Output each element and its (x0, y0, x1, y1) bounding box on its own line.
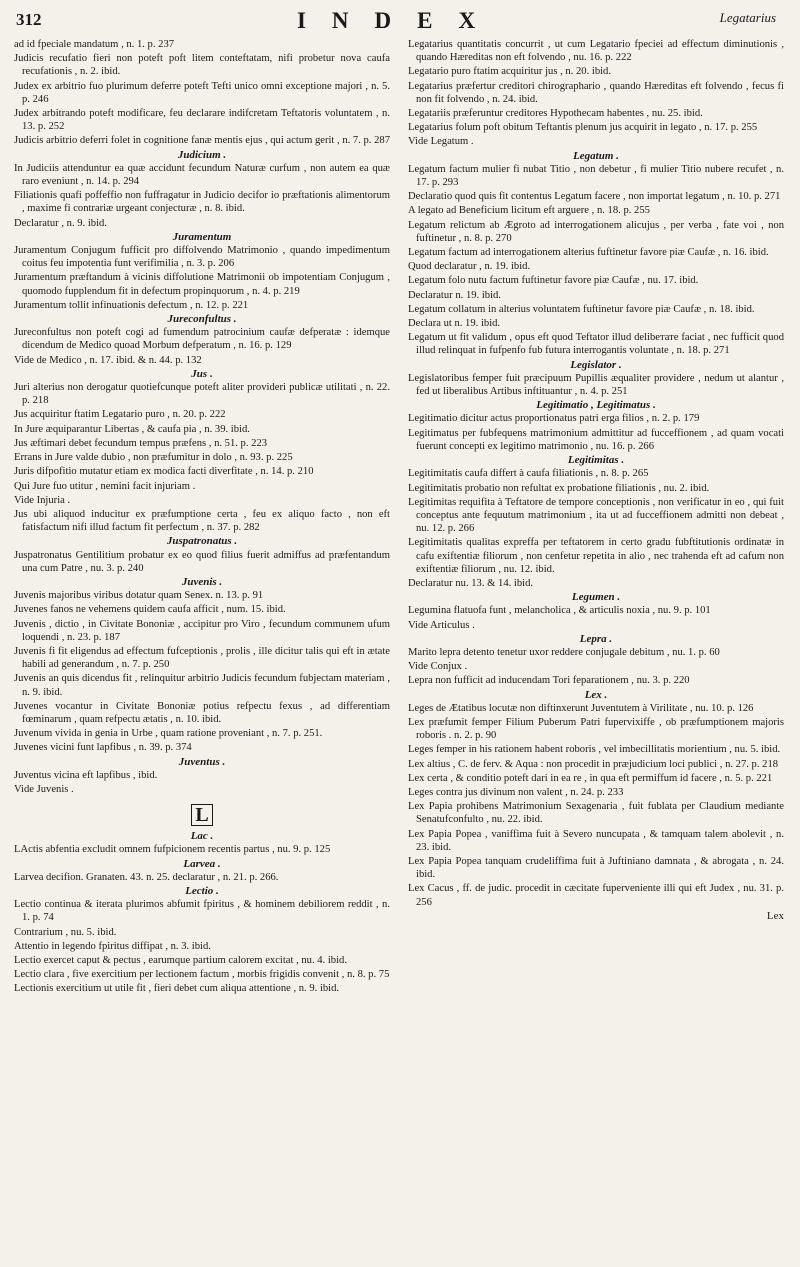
index-entry: Declara ut n. 19. ibid. (408, 318, 501, 330)
index-entry: Legatum factum ad interrogationem alterius fuftinetur favore piæ Caufæ , n. 16. ibid. (408, 247, 769, 259)
index-entry: Lex Papia Popea , vaniffima fuit à Severo nuncupata , & tamquam talem abolevit , n. 23. ibid. (408, 828, 784, 853)
running-head: INDEX (296, 8, 502, 33)
index-entry: Legatarius folum poft obitum Teftantis plenum jus acquirit in legato , n. 17. p. 255 (408, 122, 758, 134)
index-entry: Juramentum præftandum à vicinis diffolutione Matrimonii ob impotentiam Conjugum , quomodo fupplendum fit in defectum propinquorum , n. 4. p. 219 (14, 272, 390, 297)
index-entry: Leges de Ætatibus locutæ non diftinxerunt Juventutem à Virilitate , nu. 10. p. 126 (408, 702, 754, 714)
index-columns (14, 38, 784, 997)
index-entry: In Jure æquiparantur Libertas , & caufa pia , n. 39. ibid. (14, 423, 250, 435)
index-entry: Legislatoribus femper fuit præcipuum Pupillis æqualiter providere , nedum ut alantur , fed ut liberalibus Artibus inftituantur , n. 4. p. 251 (408, 372, 784, 398)
headword: Jus . (191, 367, 213, 380)
index-entry: Legatum factum mulier fi nubat Titio , non debetur , fi mulier Titio nubere recufet , n. 17. p. 293 (408, 163, 784, 189)
index-entry: Legitimitatis qualitas expreffa per teftatorem in certo gradu fubftitutionis ordinatæ in cafu exiftentiæ filiorum , non cenfetur repetita in alio , nec trahenda eft ad cafum non exiftentiæ filiorum , nu. 12. ibid. (408, 537, 784, 575)
index-entry: Legumina flatuofa funt , melancholica , & articulis noxia , nu. 9. p. 101 (408, 605, 711, 617)
index-entry: A legato ad Beneficium licitum eft arguere , n. 18. p. 255 (408, 205, 650, 217)
headword: Lex . (584, 688, 608, 701)
index-entry: Marito lepra detento tenetur uxor reddere conjugale debitum , nu. 1. p. 60 (408, 646, 720, 658)
index-entry: Errans in Jure valde dubio , non præfumitur in dolo , n. 93. p. 225 (14, 452, 293, 464)
right-column (408, 38, 784, 997)
index-entry: Juvenum vivida in genia in Urbe , quam ratione proveniant , n. 7. p. 251. (14, 728, 323, 740)
index-entry: Juvenes fanos ne vehemens quidem caufa afficit , num. 15. ibid. (14, 604, 286, 616)
index-entry: Legitimitatis probatio non refultat ex probatione filiationis , nu. 2. ibid. (408, 482, 710, 494)
index-entry: Jus æftimari debet fecundum tempus præfens , n. 51. p. 223 (14, 437, 268, 449)
index-entry: Vide Articulus . (408, 619, 475, 631)
headword: Juspatronatus . (166, 535, 238, 548)
index-entry: Lex Cacus , ff. de judic. procedit in cæcitate fuperveniente illi qui eft Judex , nu. 31. p. 256 (408, 883, 784, 908)
index-entry: Legatarius præfertur creditori chirographario , quando Hæreditas eft folvendo , fecus fi non fit folvendo , n. 24. ibid. (408, 80, 784, 105)
headword: Larvea . (183, 857, 221, 870)
index-entry: Judicis recufatio fieri non poteft poft litem conteftatam, nifi probetur nova caufa recufationis , n. 2. ibid. (14, 53, 390, 78)
headword: Legitimatio , Legitimatus . (536, 399, 656, 412)
index-entry: Vide Legatum . (408, 136, 474, 148)
page-header (14, 8, 784, 38)
index-entry: Juvenis an quis dicendus fit , relinquitur arbitrio Judicis fecundum fubjectam materiam , n. 9. ibid. (14, 673, 390, 698)
headword: Jureconfultus . (167, 313, 237, 326)
index-entry: Judex ex arbitrio fuo plurimum deferre poteft Tefti unico omni exceptione majori , n. 5. p. 246 (14, 80, 390, 105)
index-entry: Vide Juvenis . (14, 783, 74, 795)
index-entry: Lex certa , & conditio poteft dari in ea re , in qua eft permiffum id facere , n. 5. p. 221 (408, 772, 773, 784)
index-entry: Judicis arbitrio deferri folet in cognitione fanæ mentis ejus , qui actum gerit , n. 7. p. 287 (14, 135, 390, 147)
index-entry: Leges contra jus divinum non valent , n. 24. p. 233 (408, 786, 624, 798)
index-entry: Lex altius , C. de ferv. & Aqua : non procedit in præjudicium loci publici , n. 27. p. 218 (408, 758, 779, 770)
index-entry: Legitimatio dicitur actus proportionatus patri erga filios , n. 2. p. 179 (408, 413, 700, 425)
index-entry: Leges femper in his rationem habent roboris , vel imbecillitatis morientium , nu. 5. ibid. (408, 744, 781, 756)
index-entry: Juris difpofitio mutatur etiam ex modica facti diverfitate , n. 14. p. 210 (14, 466, 314, 478)
index-entry: Filiationis quafi poffeffio non fuffragatur in Judicio decifor io præftationis alimentorum , maxime fi contrariæ urgeant conjecturæ , n. 8. ibid. (14, 190, 390, 215)
index-entry: Lex præfumit femper Filium Puberum Patri fupervixiffe , ob præfumptionem majoris roboris . n. 2. p. 90 (408, 716, 784, 742)
index-entry: Vide Conjux . (408, 661, 468, 673)
index-entry: Juramentum Conjugum fufficit pro diffolvendo Matrimonio , quando impedimentum coitus feu impotentia funt verifimilia , n. 3. p. 206 (14, 245, 390, 270)
index-entry: Legatario puro ftatim acquiritur jus , n. 20. ibid. (408, 66, 611, 78)
headword: Legatum . (573, 149, 619, 162)
index-entry: Lectio exercet caput & pectus , earumque partium calorem excitat , nu. 4. ibid. (14, 955, 347, 966)
index-entry: Judex arbitrando poteft modificare, feu declarare indifcretam Teftatoris voluntatem , n. 13. p. 252 (14, 108, 390, 133)
index-entry: Lepra non fufficit ad inducendam Tori feparationem , nu. 3. p. 220 (408, 675, 690, 687)
index-entry: Vide de Medico , n. 17. ibid. & n. 44. p. 132 (14, 354, 202, 366)
index-entry: Legatum folo nutu factum fuftinetur favore piæ Caufæ , nu. 17. ibid. (408, 275, 699, 287)
index-entry: Lectio clara , five exercitium per lectionem factum , morbis frigidis convenit , n. 8. p. 75 (14, 969, 390, 981)
index-entry: Juvenis , dictio , in Civitate Bononiæ , accipitur pro Viro , fecundum communem ufum loquendi , n. 23. p. 187 (14, 618, 390, 643)
index-entry: Juramentum tollit infinuationis defectum , n. 12. p. 221 (14, 299, 249, 311)
index-entry: Jus acquiritur ftatim Legatario puro , n. 20. p. 222 (14, 409, 226, 421)
index-entry: Declaratio quod quis fit contentus Legatum facere , non importat legatum , n. 10. p. 271 (408, 191, 781, 203)
index-entry: Jus ubi aliquod inducitur ex præfumptione certa , feu ex aliquo facto , non eft fatisfactum nifi illud factum fit perfectum , n. 37. p. 282 (14, 508, 390, 534)
index-entry: Juvenes vocantur in Civitate Bononiæ potius refpectu fexus , ad differentiam fœminarum , quam refpectu ætatis , n. 10. ibid. (14, 700, 390, 725)
index-entry: Qui Jure fuo utitur , nemini facit injuriam . (14, 480, 196, 492)
index-entry: Jureconfultus non poteft cogi ad fumendum patrocinium caufæ defperatæ : idemque dicendum de Medico quoad Morbum defperatum , n. 16. p. 129 (14, 327, 390, 352)
headword: Lepra . (579, 632, 613, 645)
index-entry: Lex Papia prohibens Matrimonium Sexagenaria , fuit fublata per Claudium mediante Senatufconfulto , nu. 22. ibid. (408, 801, 784, 826)
index-entry: Contrarium , nu. 5. ibid. (14, 926, 117, 938)
index-entry: Legatum relictum ab Ægroto ad interrogationem alicujus , per verba , fate voi , non fuftinetur , n. 8. p. 270 (408, 219, 784, 244)
index-entry: Declaratur n. 19. ibid. (408, 289, 501, 301)
index-entry: Juri alterius non derogatur quotiefcunque poteft aliter provideri publicæ utilitati , n. 22. p. 218 (14, 382, 390, 407)
index-entry: Juvenes vicini funt lapfibus , n. 39. p. 374 (14, 742, 192, 754)
index-entry: Lex Papia Popea tanquam crudeliffima fuit à Juftiniano damnata , & abrogata , n. 24. ibid. (408, 855, 784, 881)
index-entry: Legitimitas requifita à Teftatore de tempore conceptionis , non verificatur in eo , qui fuit conceptus ante fequutum matrimonium , ita ut ad fucceffionem admitti non debeat , nu. 12. p. 266 (408, 496, 784, 535)
index-entry: Lectionis exercitium ut utile fit , fieri debet cum aliqua attentione , n. 9. ibid. (14, 983, 340, 995)
left-column (14, 38, 390, 997)
headword: Lectio . (185, 884, 219, 897)
index-entry: Quod declaratur , n. 19. ibid. (408, 261, 531, 273)
header-catchword: Legatarius (719, 10, 776, 25)
index-entry: Juspatronatus Gentilitium probatur ex eo quod filius fuerit admiffus ad præfentandum una cum Patre , nu. 3. p. 240 (14, 549, 390, 574)
headword: Juventus . (178, 755, 226, 768)
index-entry: Juvenis majoribus viribus dotatur quam Senex. n. 13. p. 91 (14, 590, 264, 602)
section-letter (14, 804, 390, 826)
index-entry: Declaratur nu. 13. & 14. ibid. (408, 577, 534, 589)
page-number: 312 (16, 10, 42, 29)
headword: Juramentum (172, 230, 232, 243)
index-entry: Juvenis fi fit eligendus ad effectum fufceptionis , prolis , ille dicitur talis qui eft in ætate habili ad generandum , n. 7. p. 250 (14, 645, 390, 671)
section-letter-box: L (191, 804, 213, 826)
index-entry: In Judiciis attenduntur ea quæ accidunt fecundum Naturæ curfum , non autem ea quæ raro eveniunt , n. 14. p. 294 (14, 162, 390, 188)
index-entry: Juventus vicina eft lapfibus , ibid. (14, 769, 158, 781)
index-entry: Legatum ut fit validum , opus eft quod Teftator illud delibeтате faciat , nec fufficit quod illud relinquat in fufpenfo fub futura interrogantis voluntate , n. 18. p. 271 (408, 332, 784, 357)
index-entry: Vide Injuria . (14, 494, 71, 506)
headword: Lac . (190, 830, 214, 843)
index-entry: Larvea decifion. Granaten. 43. n. 25. declaratur , n. 21. p. 266. (14, 871, 279, 883)
index-entry: Attentio in legendo fpiritus diffipat , n. 3. ibid. (14, 940, 211, 952)
index-entry: ad id fpeciale mandatum , n. 1. p. 237 (14, 39, 175, 50)
headword: Juvenis . (181, 575, 223, 588)
headword: Legitimitas . (567, 454, 625, 467)
index-entry: LActis abfentia excludit omnem fufpicionem recentis partus , nu. 9. p. 125 (14, 844, 331, 856)
footer-catchword: Lex (766, 909, 784, 922)
index-entry: Declaratur , n. 9. ibid. (14, 217, 107, 229)
index-entry: Legitimitatis caufa differt à caufa filiationis , n. 8. p. 265 (408, 468, 649, 480)
index-entry: Legatarius quantitatis concurrit , ut cum Legatario fpeciei ad effectum diminutionis , quando Hæreditas non eft folvendo , nu. 16. p. 222 (408, 39, 784, 64)
headword: Legislator . (570, 358, 622, 371)
index-entry: Lectio continua & iterata plurimos abfumit fpiritus , & hominem debiliorem reddit , n. 1. p. 74 (14, 899, 390, 924)
index-entry: Legatariis præferuntur creditores Hypothecam habentes , nu. 25. ibid. (408, 108, 703, 120)
index-entry: Legatum collatum in alterius voluntatem fuftinetur favore piæ Caufæ , n. 18. ibid. (408, 303, 755, 315)
headword: Legumen . (571, 591, 621, 604)
headword: Judicium . (177, 148, 227, 161)
index-entry: Legitimatus per fubfequens matrimonium admittitur ad fucceffionem , ad quam vocati fuerunt concepti ex legitimo matrimonio , nu. 16. p. 266 (408, 427, 784, 452)
